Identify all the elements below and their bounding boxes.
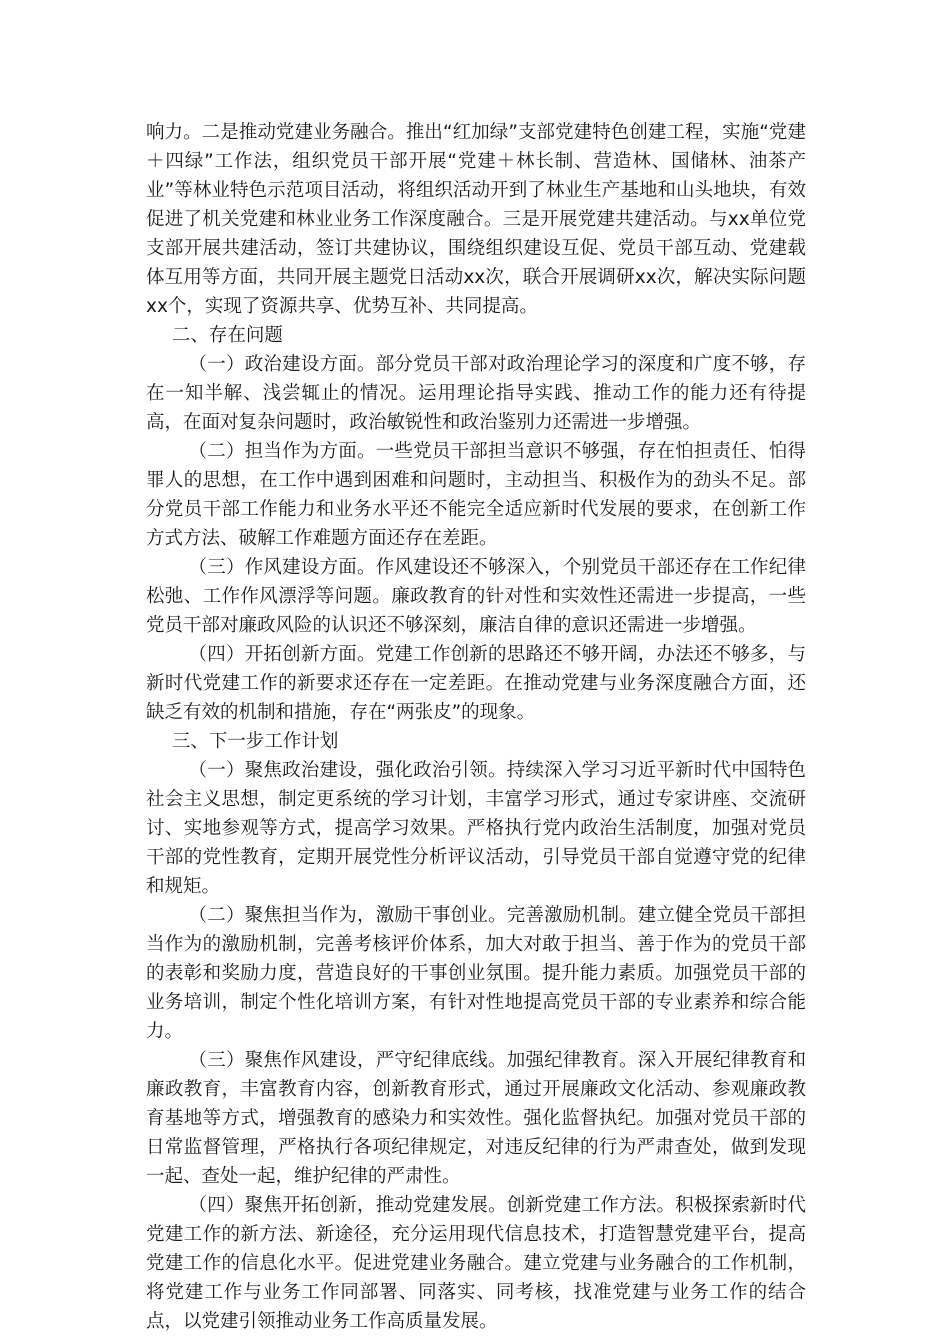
section-heading-problems: 二、存在问题 <box>171 325 283 346</box>
paragraph-plan-responsibility: （二）聚焦担当作为，激励干事创业。完善激励机制。建立健全党员干部担当作为的激励机制，完善考核评价体系，加大对敢于担当、善于作为的党员干部的表彰和奖励力度，营造良好的干事创业氛围。提升能力素质。加强党员干部的业务培训，制定个性化培训方案，有针对性地提高党员干部的专业素养和综合能力。 <box>146 905 806 1042</box>
paragraph-innovation: （四）开拓创新方面。党建工作创新的思路还不够开阔，办法还不够多，与新时代党建工作的新要求还存在一定差距。在推动党建与业务深度融合方面，还缺乏有效的机制和措施，存在“两张皮”的现象。 <box>146 644 806 723</box>
paragraph-continuation: 响力。二是推动党建业务融合。推出“红加绿”支部党建特色创建工程，实施“党建＋四绿”工作法，组织党员干部开展“党建＋林长制、营造林、国储林、油茶产业”等林业特色示范项目活动，将组织活动开到了林业生产基地和山头地块，有效促进了机关党建和林业业务工作深度融合。三是开展党建共建活动。与xx单位党支部开展共建活动，签订共建协议，围绕组织建设互促、党员干部互动、党建载体互用等方面，共同开展主题党日活动xx次，联合开展调研xx次，解决实际问题xx个，实现了资源共享、优势互补、共同提高。 <box>146 122 806 317</box>
document-body <box>146 118 806 1336</box>
paragraph-plan-innovation: （四）聚焦开拓创新，推动党建发展。创新党建工作方法。积极探索新时代党建工作的新方法、新途径，充分运用现代信息技术，打造智慧党建平台，提高党建工作的信息化水平。促进党建业务融合。建立党建与业务融合的工作机制，将党建工作与业务工作同部署、同落实、同考核，找准党建与业务工作的结合点，以党建引领推动业务工作高质量发展。 <box>146 1195 806 1332</box>
paragraph-political-construction: （一）政治建设方面。部分党员干部对政治理论学习的深度和广度不够，存在一知半解、浅尝辄止的情况。运用理论指导实践、推动工作的能力还有待提高，在面对复杂问题时，政治敏锐性和政治鉴别力还需进一步增强。 <box>146 354 806 433</box>
section-heading-next-steps: 三、下一步工作计划 <box>171 731 339 752</box>
paragraph-plan-political: （一）聚焦政治建设，强化政治引领。持续深入学习习近平新时代中国特色社会主义思想，制定更系统的学习计划，丰富学习形式，通过专家讲座、交流研讨、实地参观等方式，提高学习效果。严格执行党内政治生活制度，加强对党员干部的党性教育，定期开展党性分析评议活动，引导党员干部自觉遵守党的纪律和规矩。 <box>146 760 806 897</box>
paragraph-plan-discipline: （三）聚焦作风建设，严守纪律底线。加强纪律教育。深入开展纪律教育和廉政教育，丰富教育内容，创新教育形式，通过开展廉政文化活动、参观廉政教育基地等方式，增强教育的感染力和实效性。强化监督执纪。加强对党员干部的日常监督管理，严格执行各项纪律规定，对违反纪律的行为严肃查处，做到发现一起、查处一起，维护纪律的严肃性。 <box>146 1050 806 1187</box>
paragraph-responsibility: （二）担当作为方面。一些党员干部担当意识不够强，存在怕担责任、怕得罪人的思想，在工作中遇到困难和问题时，主动担当、积极作为的劲头不足。部分党员干部工作能力和业务水平还不能完全适应新时代发展的要求，在创新工作方式方法、破解工作难题方面还存在差距。 <box>146 441 806 549</box>
paragraph-work-style: （三）作风建设方面。作风建设还不够深入，个别党员干部还存在工作纪律松弛、工作作风漂浮等问题。廉政教育的针对性和实效性还需进一步提高，一些党员干部对廉政风险的认识还不够深刻，廉洁自律的意识还需进一步增强。 <box>146 557 806 636</box>
